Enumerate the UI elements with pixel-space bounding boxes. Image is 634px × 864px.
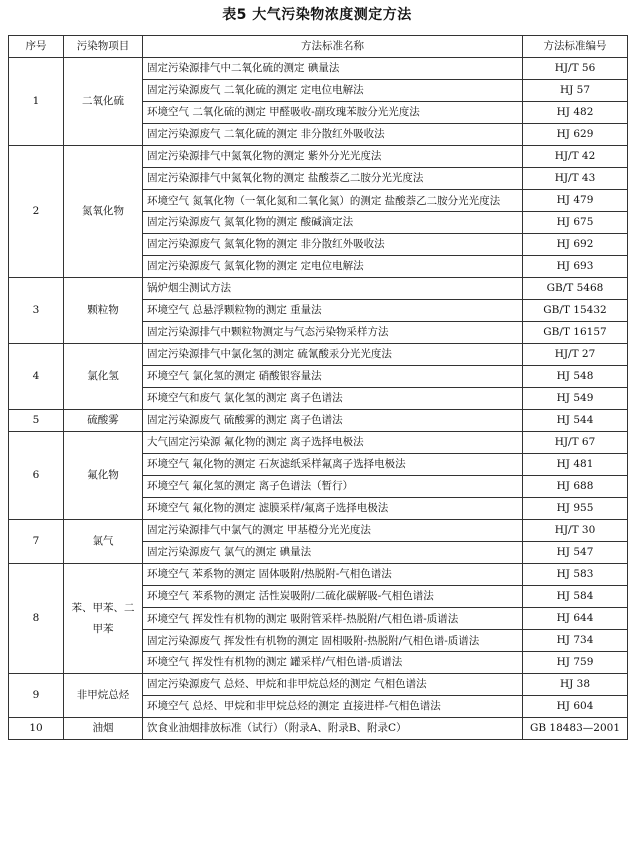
header-pollutant: 污染物项目	[64, 36, 143, 58]
table-row	[9, 674, 628, 696]
method-name: 固定污染源废气 氮氧化物的测定 酸碱滴定法	[143, 212, 523, 234]
group-number: 9	[9, 674, 64, 718]
method-name: 饮食业油烟排放标准（试行）（附录A、附录B、附录C）	[143, 718, 523, 740]
header-code: 方法标准编号	[523, 36, 628, 58]
method-code: HJ 759	[523, 652, 628, 674]
method-name: 环境空气 苯系物的测定 固体吸附/热脱附-气相色谱法	[143, 564, 523, 586]
method-code: HJ 688	[523, 476, 628, 498]
method-name: 环境空气 氟化物的测定 滤膜采样/氟离子选择电极法	[143, 498, 523, 520]
method-name: 固定污染源废气 氯气的测定 碘量法	[143, 542, 523, 564]
group-number: 7	[9, 520, 64, 564]
method-name: 固定污染源排气中二氧化硫的测定 碘量法	[143, 58, 523, 80]
standards-table	[8, 35, 628, 740]
method-name: 锅炉烟尘测试方法	[143, 278, 523, 300]
group-number: 10	[9, 718, 64, 740]
pollutant-name: 油烟	[64, 718, 143, 740]
method-code: HJ 584	[523, 586, 628, 608]
method-code: HJ 955	[523, 498, 628, 520]
method-name: 环境空气 二氧化硫的测定 甲醛吸收-副玫瑰苯胺分光光度法	[143, 102, 523, 124]
pollutant-name: 硫酸雾	[64, 410, 143, 432]
method-code: HJ 544	[523, 410, 628, 432]
method-name: 环境空气 苯系物的测定 活性炭吸附/二硫化碳解吸-气相色谱法	[143, 586, 523, 608]
group-number: 2	[9, 146, 64, 278]
method-name: 固定污染源排气中氯气的测定 甲基橙分光光度法	[143, 520, 523, 542]
method-code: HJ 481	[523, 454, 628, 476]
method-name: 环境空气 氟化氢的测定 离子色谱法（暂行）	[143, 476, 523, 498]
table-row	[9, 520, 628, 542]
method-name: 固定污染源废气 总烃、甲烷和非甲烷总烃的测定 气相色谱法	[143, 674, 523, 696]
method-code: HJ 482	[523, 102, 628, 124]
method-name: 固定污染源排气中颗粒物测定与气态污染物采样方法	[143, 322, 523, 344]
method-name: 环境空气 氟化物的测定 石灰滤纸采样氟离子选择电极法	[143, 454, 523, 476]
method-name: 环境空气 总烃、甲烷和非甲烷总烃的测定 直接进样-气相色谱法	[143, 696, 523, 718]
table-row	[9, 410, 628, 432]
pollutant-name: 氟化物	[64, 432, 143, 520]
method-code: HJ 644	[523, 608, 628, 630]
pollutant-name: 二氧化硫	[64, 58, 143, 146]
group-number: 6	[9, 432, 64, 520]
table-body	[9, 58, 628, 740]
method-code: GB/T 15432	[523, 300, 628, 322]
group-number: 1	[9, 58, 64, 146]
pollutant-name: 颗粒物	[64, 278, 143, 344]
table-row	[9, 564, 628, 586]
method-name: 环境空气 氯化氢的测定 硝酸银容量法	[143, 366, 523, 388]
method-code: HJ 692	[523, 234, 628, 256]
method-code: GB/T 5468	[523, 278, 628, 300]
method-code: HJ/T 30	[523, 520, 628, 542]
header-row	[9, 36, 628, 58]
method-name: 大气固定污染源 氟化物的测定 离子选择电极法	[143, 432, 523, 454]
pollutant-name: 氯化氢	[64, 344, 143, 410]
table-row	[9, 146, 628, 168]
method-code: HJ 675	[523, 212, 628, 234]
method-code: HJ/T 43	[523, 168, 628, 190]
method-name: 环境空气 挥发性有机物的测定 罐采样/气相色谱-质谱法	[143, 652, 523, 674]
method-name: 固定污染源废气 硫酸雾的测定 离子色谱法	[143, 410, 523, 432]
pollutant-name: 氯气	[64, 520, 143, 564]
table-row	[9, 718, 628, 740]
method-name: 固定污染源废气 二氧化硫的测定 定电位电解法	[143, 80, 523, 102]
method-name: 固定污染源排气中氮氧化物的测定 紫外分光光度法	[143, 146, 523, 168]
method-code: HJ 57	[523, 80, 628, 102]
method-code: HJ/T 27	[523, 344, 628, 366]
group-number: 4	[9, 344, 64, 410]
method-code: HJ 734	[523, 630, 628, 652]
table-row	[9, 344, 628, 366]
method-code: HJ 38	[523, 674, 628, 696]
table-row	[9, 278, 628, 300]
method-code: HJ/T 67	[523, 432, 628, 454]
method-code: HJ 549	[523, 388, 628, 410]
method-code: HJ 547	[523, 542, 628, 564]
pollutant-name: 氮氧化物	[64, 146, 143, 278]
group-number: 8	[9, 564, 64, 674]
method-code: GB/T 16157	[523, 322, 628, 344]
group-number: 5	[9, 410, 64, 432]
method-code: HJ 583	[523, 564, 628, 586]
method-name: 固定污染源排气中氮氧化物的测定 盐酸萘乙二胺分光光度法	[143, 168, 523, 190]
table-row	[9, 58, 628, 80]
method-name: 固定污染源废气 挥发性有机物的测定 固相吸附-热脱附/气相色谱-质谱法	[143, 630, 523, 652]
method-name: 环境空气 氮氧化物（一氧化氮和二氧化氮）的测定 盐酸萘乙二胺分光光度法	[143, 190, 523, 212]
pollutant-name: 苯、甲苯、二甲苯	[64, 564, 143, 674]
method-code: HJ 604	[523, 696, 628, 718]
method-code: HJ 479	[523, 190, 628, 212]
method-name: 固定污染源排气中氯化氢的测定 硫氰酸汞分光光度法	[143, 344, 523, 366]
method-code: GB 18483—2001	[523, 718, 628, 740]
method-name: 环境空气 挥发性有机物的测定 吸附管采样-热脱附/气相色谱-质谱法	[143, 608, 523, 630]
header-method: 方法标准名称	[143, 36, 523, 58]
method-code: HJ 693	[523, 256, 628, 278]
table-title: 表5 大气污染物浓度测定方法	[222, 7, 412, 23]
method-name: 固定污染源废气 二氧化硫的测定 非分散红外吸收法	[143, 124, 523, 146]
method-name: 固定污染源废气 氮氧化物的测定 定电位电解法	[143, 256, 523, 278]
method-code: HJ 629	[523, 124, 628, 146]
method-name: 固定污染源废气 氮氧化物的测定 非分散红外吸收法	[143, 234, 523, 256]
method-code: HJ/T 56	[523, 58, 628, 80]
method-code: HJ 548	[523, 366, 628, 388]
method-name: 环境空气 总悬浮颗粒物的测定 重量法	[143, 300, 523, 322]
group-number: 3	[9, 278, 64, 344]
pollutant-name: 非甲烷总烃	[64, 674, 143, 718]
method-code: HJ/T 42	[523, 146, 628, 168]
table-row	[9, 432, 628, 454]
header-no: 序号	[9, 36, 64, 58]
method-name: 环境空气和废气 氯化氢的测定 离子色谱法	[143, 388, 523, 410]
